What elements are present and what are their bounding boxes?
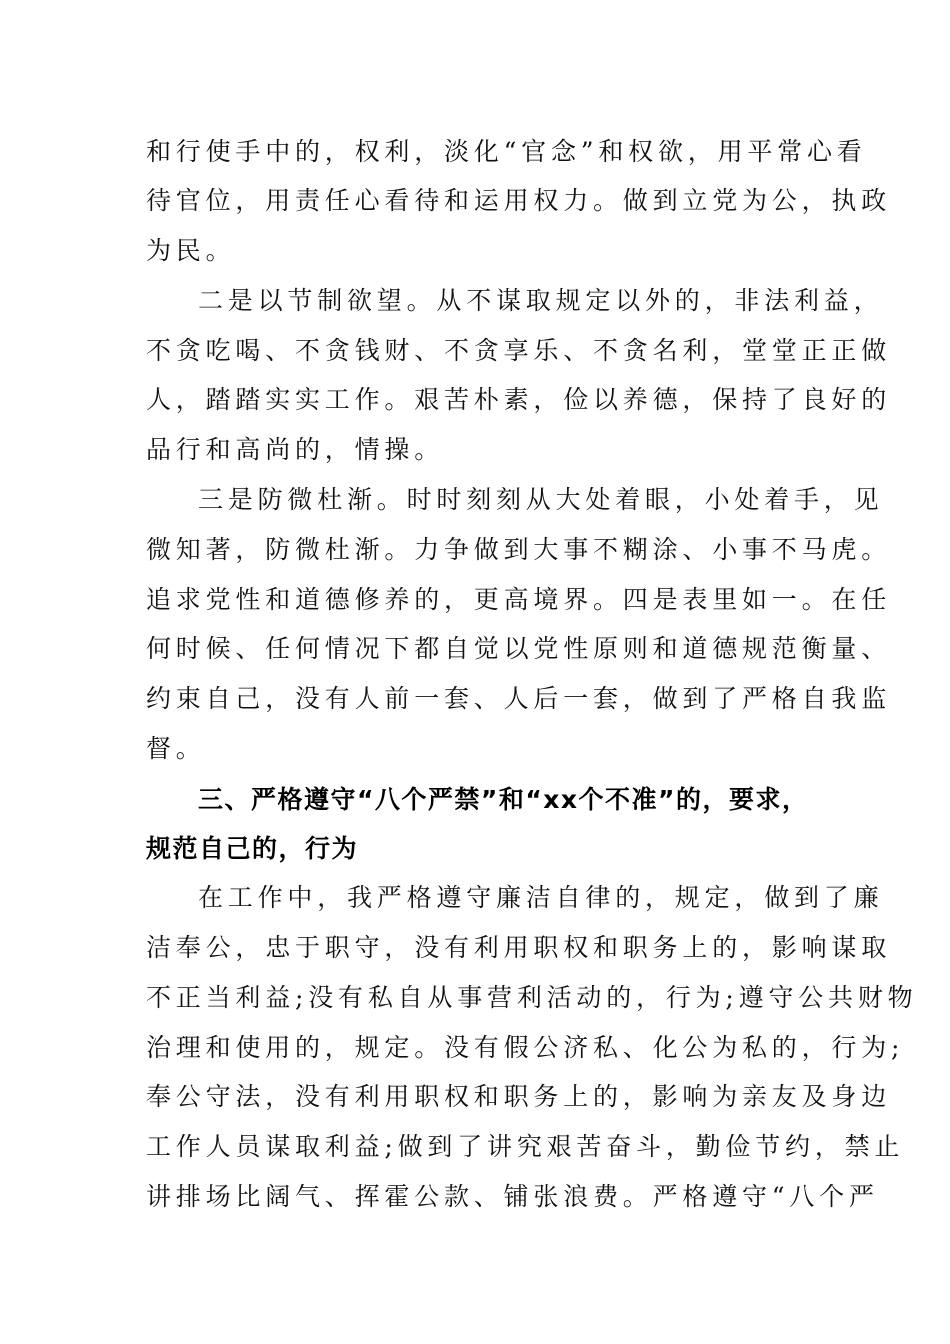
text-line: 约束自己，没有人前一套、人后一套，做到了严格自我监 [146, 684, 892, 713]
text-line: 何时候、任何情况下都自觉以党性原则和道德规范衡量、 [146, 634, 892, 663]
text-line: 追求党性和道德修养的，更高境界。四是表里如一。在任 [146, 585, 892, 614]
text-line: 工作人员谋取利益;做到了讲究艰苦奋斗，勤俭节约，禁止 [146, 1132, 905, 1161]
paragraph-first-line: 二是以节制欲望。从不谋取规定以外的，非法利益， [198, 286, 884, 315]
paragraph-first-line: 在工作中，我严格遵守廉洁自律的，规定，做到了廉 [198, 883, 884, 912]
text-line: 督。 [146, 734, 206, 763]
text-line: 为民。 [146, 236, 236, 265]
text-line: 和行使手中的，权利，淡化“官念”和权欲，用平常心看 [146, 137, 867, 166]
section-heading-continued: 规范自己的，行为 [146, 834, 359, 863]
text-line: 奉公守法，没有利用职权和职务上的，影响为亲友及身边 [146, 1082, 892, 1111]
section-heading: 三、严格遵守“八个严禁”和“xx个不准”的，要求， [198, 785, 809, 814]
text-line: 不正当利益;没有私自从事营利活动的，行为;遵守公共财物 [146, 983, 918, 1012]
text-line: 治理和使用的，规定。没有假公济私、化公为私的，行为; [146, 1033, 905, 1062]
text-line: 讲排场比阔气、挥霍公款、铺张浪费。严格遵守“八个严 [146, 1182, 879, 1211]
text-line: 微知著，防微杜渐。力争做到大事不糊涂、小事不马虎。 [146, 535, 892, 564]
text-line: 品行和高尚的，情操。 [146, 435, 445, 464]
text-line: 洁奉公，忠于职守，没有利用职权和职务上的，影响谋取 [146, 933, 892, 962]
paragraph-first-line: 三是防微杜渐。时时刻刻从大处着眼，小处着手，见 [198, 485, 884, 514]
text-line: 待官位，用责任心看待和运用权力。做到立党为公，执政 [146, 186, 892, 215]
text-line: 人，踏踏实实工作。艰苦朴素，俭以养德，保持了良好的 [146, 385, 892, 414]
text-line: 不贪吃喝、不贪钱财、不贪享乐、不贪名利，堂堂正正做 [146, 336, 892, 365]
